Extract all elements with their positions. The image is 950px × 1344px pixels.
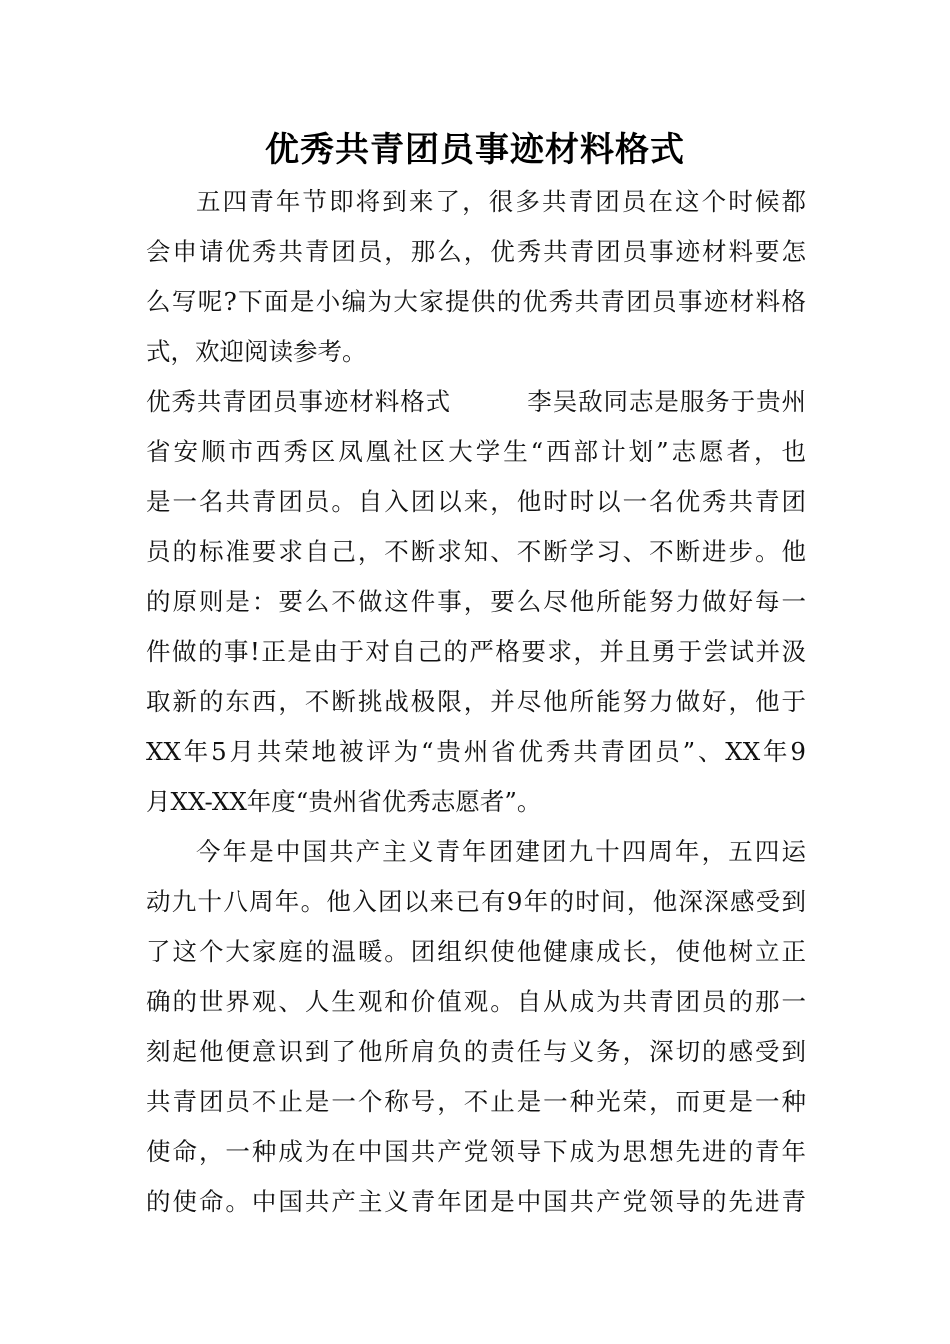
- text-line: 取新的东西，不断挑战极限，并尽他所能努力做好，他于: [146, 687, 806, 716]
- text-line: 今年是中国共产主义青年团建团九十四周年，五四运: [196, 837, 806, 866]
- text-line: 优秀共青团员事迹材料格式 李吴敌同志是服务于贵州: [146, 387, 806, 416]
- text-line: 省安顺市西秀区凤凰社区大学生“西部计划”志愿者，也: [146, 437, 806, 466]
- text-line: 会申请优秀共青团员，那么，优秀共青团员事迹材料要怎: [146, 237, 806, 266]
- text-line: 了这个大家庭的温暖。团组织使他健康成长，使他树立正: [146, 937, 806, 966]
- text-line: 确的世界观、人生观和价值观。自从成为共青团员的那一: [146, 987, 806, 1016]
- text-line: 共青团员不止是一个称号，不止是一种光荣，而更是一种: [146, 1087, 806, 1116]
- text-line: 五四青年节即将到来了，很多共青团员在这个时候都: [196, 187, 806, 216]
- text-line: 的使命。中国共产主义青年团是中国共产党领导的先进青: [146, 1187, 806, 1216]
- text-line: 件做的事!正是由于对自己的严格要求，并且勇于尝试并汲: [146, 637, 806, 666]
- text-line: 月XX-XX年度“贵州省优秀志愿者”。: [146, 787, 542, 816]
- text-line: XX年5月共荣地被评为“贵州省优秀共青团员”、XX年9: [146, 737, 806, 766]
- text-line: 员的标准要求自己，不断求知、不断学习、不断进步。他: [146, 537, 806, 566]
- text-line: 使命，一种成为在中国共产党领导下成为思想先进的青年: [146, 1137, 806, 1166]
- text-line: 的原则是：要么不做这件事，要么尽他所能努力做好每一: [146, 587, 806, 616]
- text-line: 刻起他便意识到了他所肩负的责任与义务，深切的感受到: [146, 1037, 806, 1066]
- document-title: 优秀共青团员事迹材料格式: [265, 130, 685, 170]
- text-line: 式，欢迎阅读参考。: [146, 337, 367, 366]
- text-line: 动九十八周年。他入团以来已有9年的时间，他深深感受到: [146, 887, 806, 916]
- text-line: 是一名共青团员。自入团以来，他时时以一名优秀共青团: [146, 487, 806, 516]
- text-line: 么写呢?下面是小编为大家提供的优秀共青团员事迹材料格: [146, 287, 806, 316]
